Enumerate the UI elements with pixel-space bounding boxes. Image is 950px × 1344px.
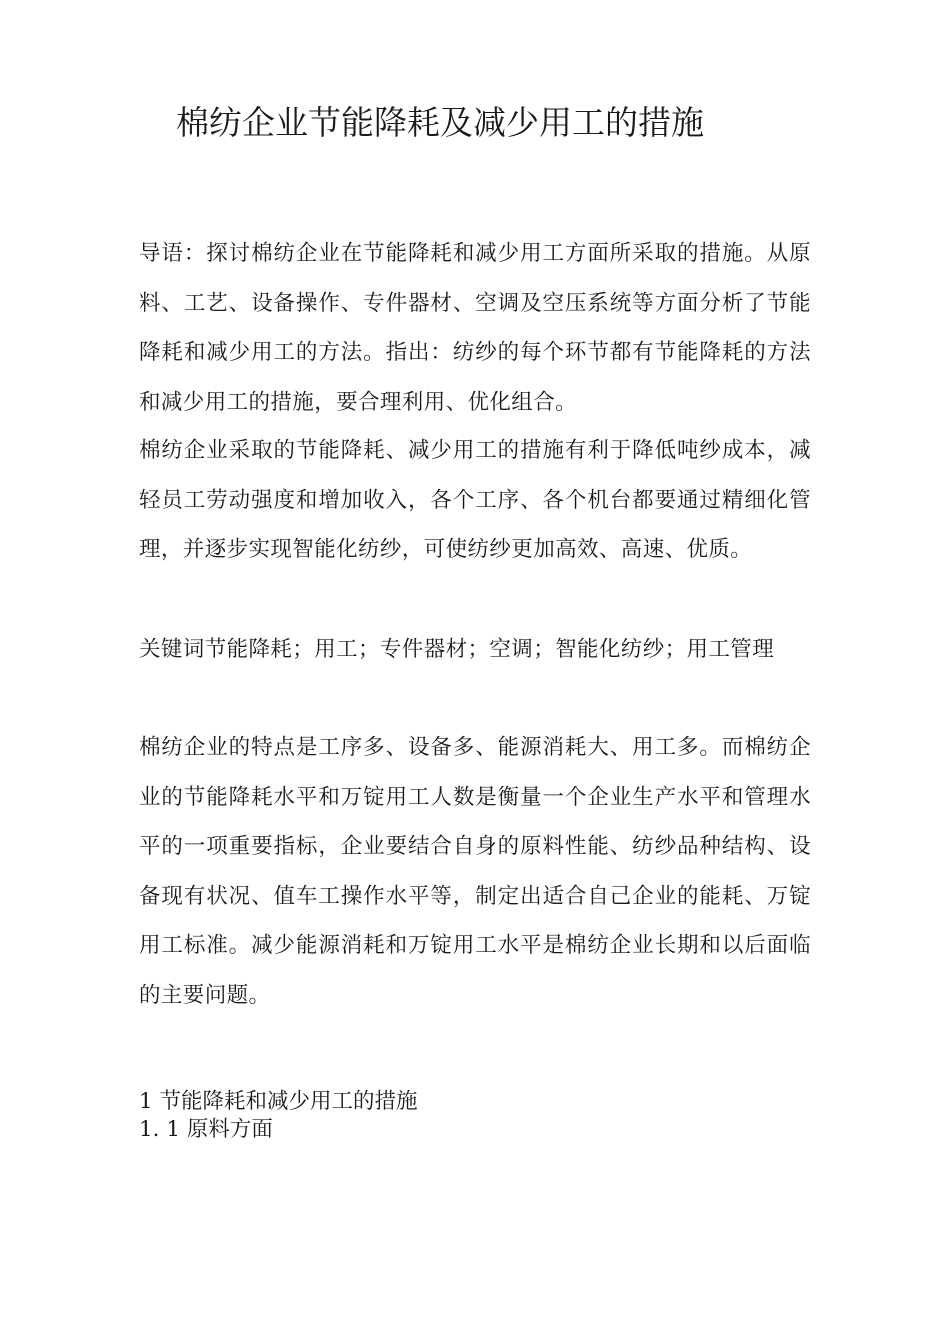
summary-paragraph: 棉纺企业采取的节能降耗、减少用工的措施有利于降低吨纱成本，减轻员工劳动强度和增加收入，各个工序、各个机台都要通过精细化管理，并逐步实现智能化纺纱，可使纺纱更加高效、高速、优质。: [139, 438, 811, 562]
keywords-line: 关键词节能降耗；用工；专件器材；空调；智能化纺纱；用工管理: [139, 637, 775, 662]
body-paragraph: 棉纺企业的特点是工序多、设备多、能源消耗大、用工多。而棉纺企业的节能降耗水平和万锭用工人数是衡量一个企业生产水平和管理水平的一项重要指标，企业要结合自身的原料性能、纺纱品种结构、设备现有状况、值车工操作水平等，制定出适合自己企业的能耗、万锭用工标准。减少能源消耗和万锭用工水平是棉纺企业长期和以后面临的主要问题。: [139, 735, 811, 1008]
section-heading: 1 节能降耗和减少用工的措施: [139, 1089, 418, 1114]
document-title: 棉纺企业节能降耗及减少用工的措施: [176, 103, 704, 142]
subsection-heading: 1. 1 原料方面: [139, 1117, 273, 1142]
intro-paragraph: 导语：探讨棉纺企业在节能降耗和减少用工方面所采取的措施。从原料、工艺、设备操作、专件器材、空调及空压系统等方面分析了节能降耗和减少用工的方法。指出：纺纱的每个环节都有节能降耗的方法和减少用工的措施，要合理利用、优化组合。: [139, 241, 811, 415]
